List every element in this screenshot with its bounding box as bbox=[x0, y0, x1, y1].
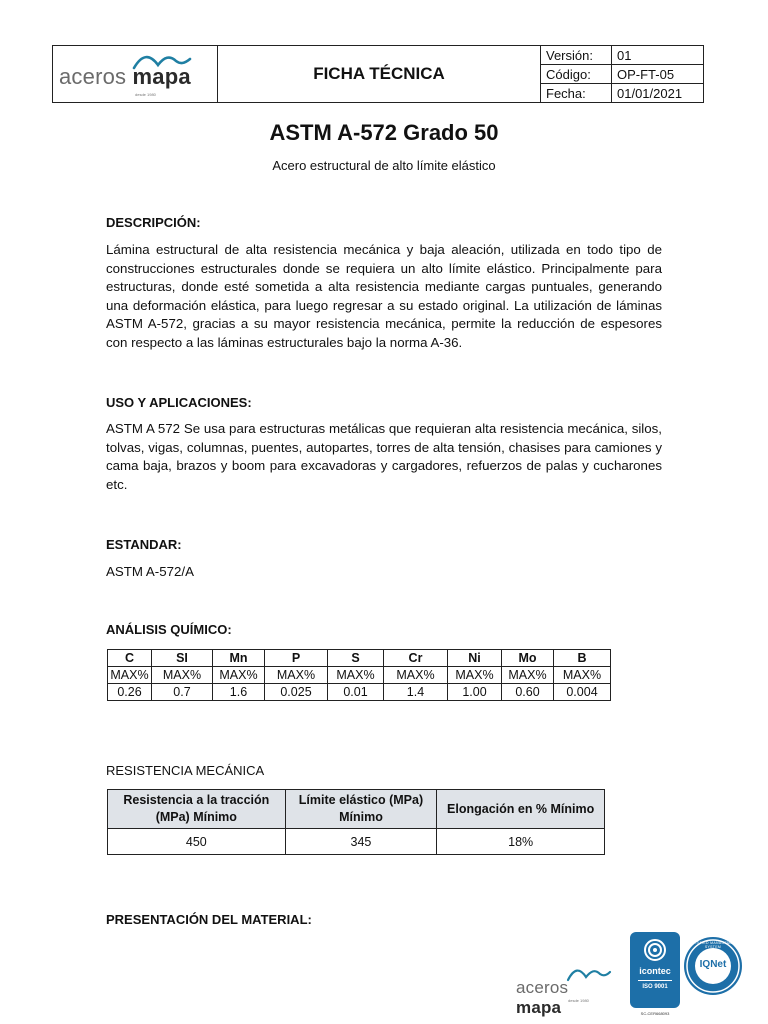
mech-value: 450 bbox=[108, 829, 286, 855]
header-meta-cell bbox=[541, 46, 704, 103]
section-heading-uso: USO Y APLICACIONES: bbox=[106, 395, 252, 410]
section-text-uso: ASTM A 572 Se usa para estructuras metálicas que requieran alta resistencia mecánica, silos, tolvas, vigas, columnas, puentes, autopartes, torres de alta tensión, chasises para camiones y cama baja, brazos y boom para excavadoras y cargadores, refuerzos de palas y cucharones etc. bbox=[106, 421, 662, 492]
iqnet-ring-text: CERTIFIED MANAGEMENT SYSTEM bbox=[687, 941, 739, 949]
chem-element: Ni bbox=[448, 650, 502, 667]
header-table bbox=[52, 45, 704, 103]
chem-value-row bbox=[108, 684, 611, 701]
header-logo-cell bbox=[53, 46, 218, 103]
icontec-name: icontec bbox=[639, 966, 671, 976]
iqnet-certification-badge bbox=[684, 937, 742, 995]
document-subtitle: Acero estructural de alto límite elástico bbox=[272, 158, 496, 173]
mechanical-resistance-table bbox=[107, 789, 605, 855]
chem-unit: MAX% bbox=[554, 667, 611, 684]
chem-value: 1.00 bbox=[448, 684, 502, 701]
footer-logo bbox=[516, 962, 616, 1017]
chem-unit: MAX% bbox=[384, 667, 448, 684]
meta-value: 01/01/2021 bbox=[617, 85, 683, 101]
chem-unit: MAX% bbox=[448, 667, 502, 684]
chem-value: 0.7 bbox=[152, 684, 213, 701]
meta-value: OP-FT-05 bbox=[612, 65, 704, 84]
icontec-emblem-icon bbox=[643, 938, 667, 962]
chem-element: C bbox=[108, 650, 152, 667]
mech-value: 18% bbox=[437, 829, 605, 855]
chem-element: B bbox=[554, 650, 611, 667]
header-title: FICHA TÉCNICA bbox=[218, 46, 541, 103]
icontec-cert-number: SC-CER668093 bbox=[640, 1011, 670, 1016]
chem-unit: MAX% bbox=[328, 667, 384, 684]
iqnet-name: IQNet bbox=[699, 959, 727, 970]
mech-header-row bbox=[108, 790, 605, 829]
footer-logo-tagline: desde 1980 bbox=[568, 998, 589, 1003]
chem-unit: MAX% bbox=[502, 667, 554, 684]
header-meta-table bbox=[541, 46, 703, 102]
mech-header: Resistencia a la tracción (MPa) Mínimo bbox=[108, 790, 286, 829]
chem-value: 0.025 bbox=[265, 684, 328, 701]
icontec-standard: ISO 9001 bbox=[642, 984, 668, 990]
meta-row bbox=[541, 84, 703, 103]
chem-unit: MAX% bbox=[108, 667, 152, 684]
chem-element: Cr bbox=[384, 650, 448, 667]
section-heading-resistencia: RESISTENCIA MECÁNICA bbox=[106, 763, 265, 778]
chem-element: S bbox=[328, 650, 384, 667]
meta-value: 01 bbox=[612, 46, 704, 65]
footer-logo-text: aceros mapa bbox=[516, 978, 569, 1017]
section-heading-analisis: ANÁLISIS QUÍMICO: bbox=[106, 622, 232, 637]
chem-value: 1.4 bbox=[384, 684, 448, 701]
meta-label: Código: bbox=[541, 65, 612, 84]
mech-value-row bbox=[108, 829, 605, 855]
chem-unit-row bbox=[108, 667, 611, 684]
mech-header: Elongación en % Mínimo bbox=[437, 790, 605, 829]
meta-row bbox=[541, 65, 703, 84]
section-heading-estandar: ESTANDAR: bbox=[106, 537, 182, 552]
chemical-analysis-table bbox=[107, 649, 611, 701]
chem-element: Mn bbox=[213, 650, 265, 667]
icontec-divider bbox=[638, 980, 672, 981]
mech-value: 345 bbox=[285, 829, 437, 855]
chem-value: 0.60 bbox=[502, 684, 554, 701]
chem-value: 0.01 bbox=[328, 684, 384, 701]
section-heading-descripcion: DESCRIPCIÓN: bbox=[106, 215, 201, 230]
meta-row bbox=[541, 46, 703, 65]
chem-unit: MAX% bbox=[152, 667, 213, 684]
chem-element: P bbox=[265, 650, 328, 667]
chem-value: 0.004 bbox=[554, 684, 611, 701]
chem-element: SI bbox=[152, 650, 213, 667]
section-heading-presentacion: PRESENTACIÓN DEL MATERIAL: bbox=[106, 912, 312, 927]
document-title: ASTM A-572 Grado 50 bbox=[269, 120, 499, 145]
meta-label: Versión: bbox=[541, 46, 612, 65]
section-text-estandar: ASTM A-572/A bbox=[106, 564, 194, 579]
header-logo-tagline: desde 1980 bbox=[135, 92, 156, 97]
icontec-certification-badge bbox=[630, 932, 680, 1008]
chem-unit: MAX% bbox=[265, 667, 328, 684]
mech-header: Límite elástico (MPa) Mínimo bbox=[285, 790, 437, 829]
chem-value: 0.26 bbox=[108, 684, 152, 701]
meta-label: Fecha: bbox=[541, 84, 612, 103]
section-text-descripcion: Lámina estructural de alta resistencia mecánica y baja aleación, utilizada en todo tipo de construcciones estructurales donde se requiera un alto límite elástico. Principalmente para estructuras, donde esté sometida a alta resistencia mediante cargas puntuales, generando una deformación elástica, para luego regresar a su estado original. La utilización de láminas ASTM A-572, gracias a su mayor resistencia mecánica, permite la reducción de espesores con respecto a las láminas estructurales bajo la norma A-36. bbox=[106, 242, 662, 350]
chem-element-row bbox=[108, 650, 611, 667]
chem-unit: MAX% bbox=[213, 667, 265, 684]
chem-element: Mo bbox=[502, 650, 554, 667]
header-logo-text: aceros mapa bbox=[59, 64, 191, 89]
chem-value: 1.6 bbox=[213, 684, 265, 701]
